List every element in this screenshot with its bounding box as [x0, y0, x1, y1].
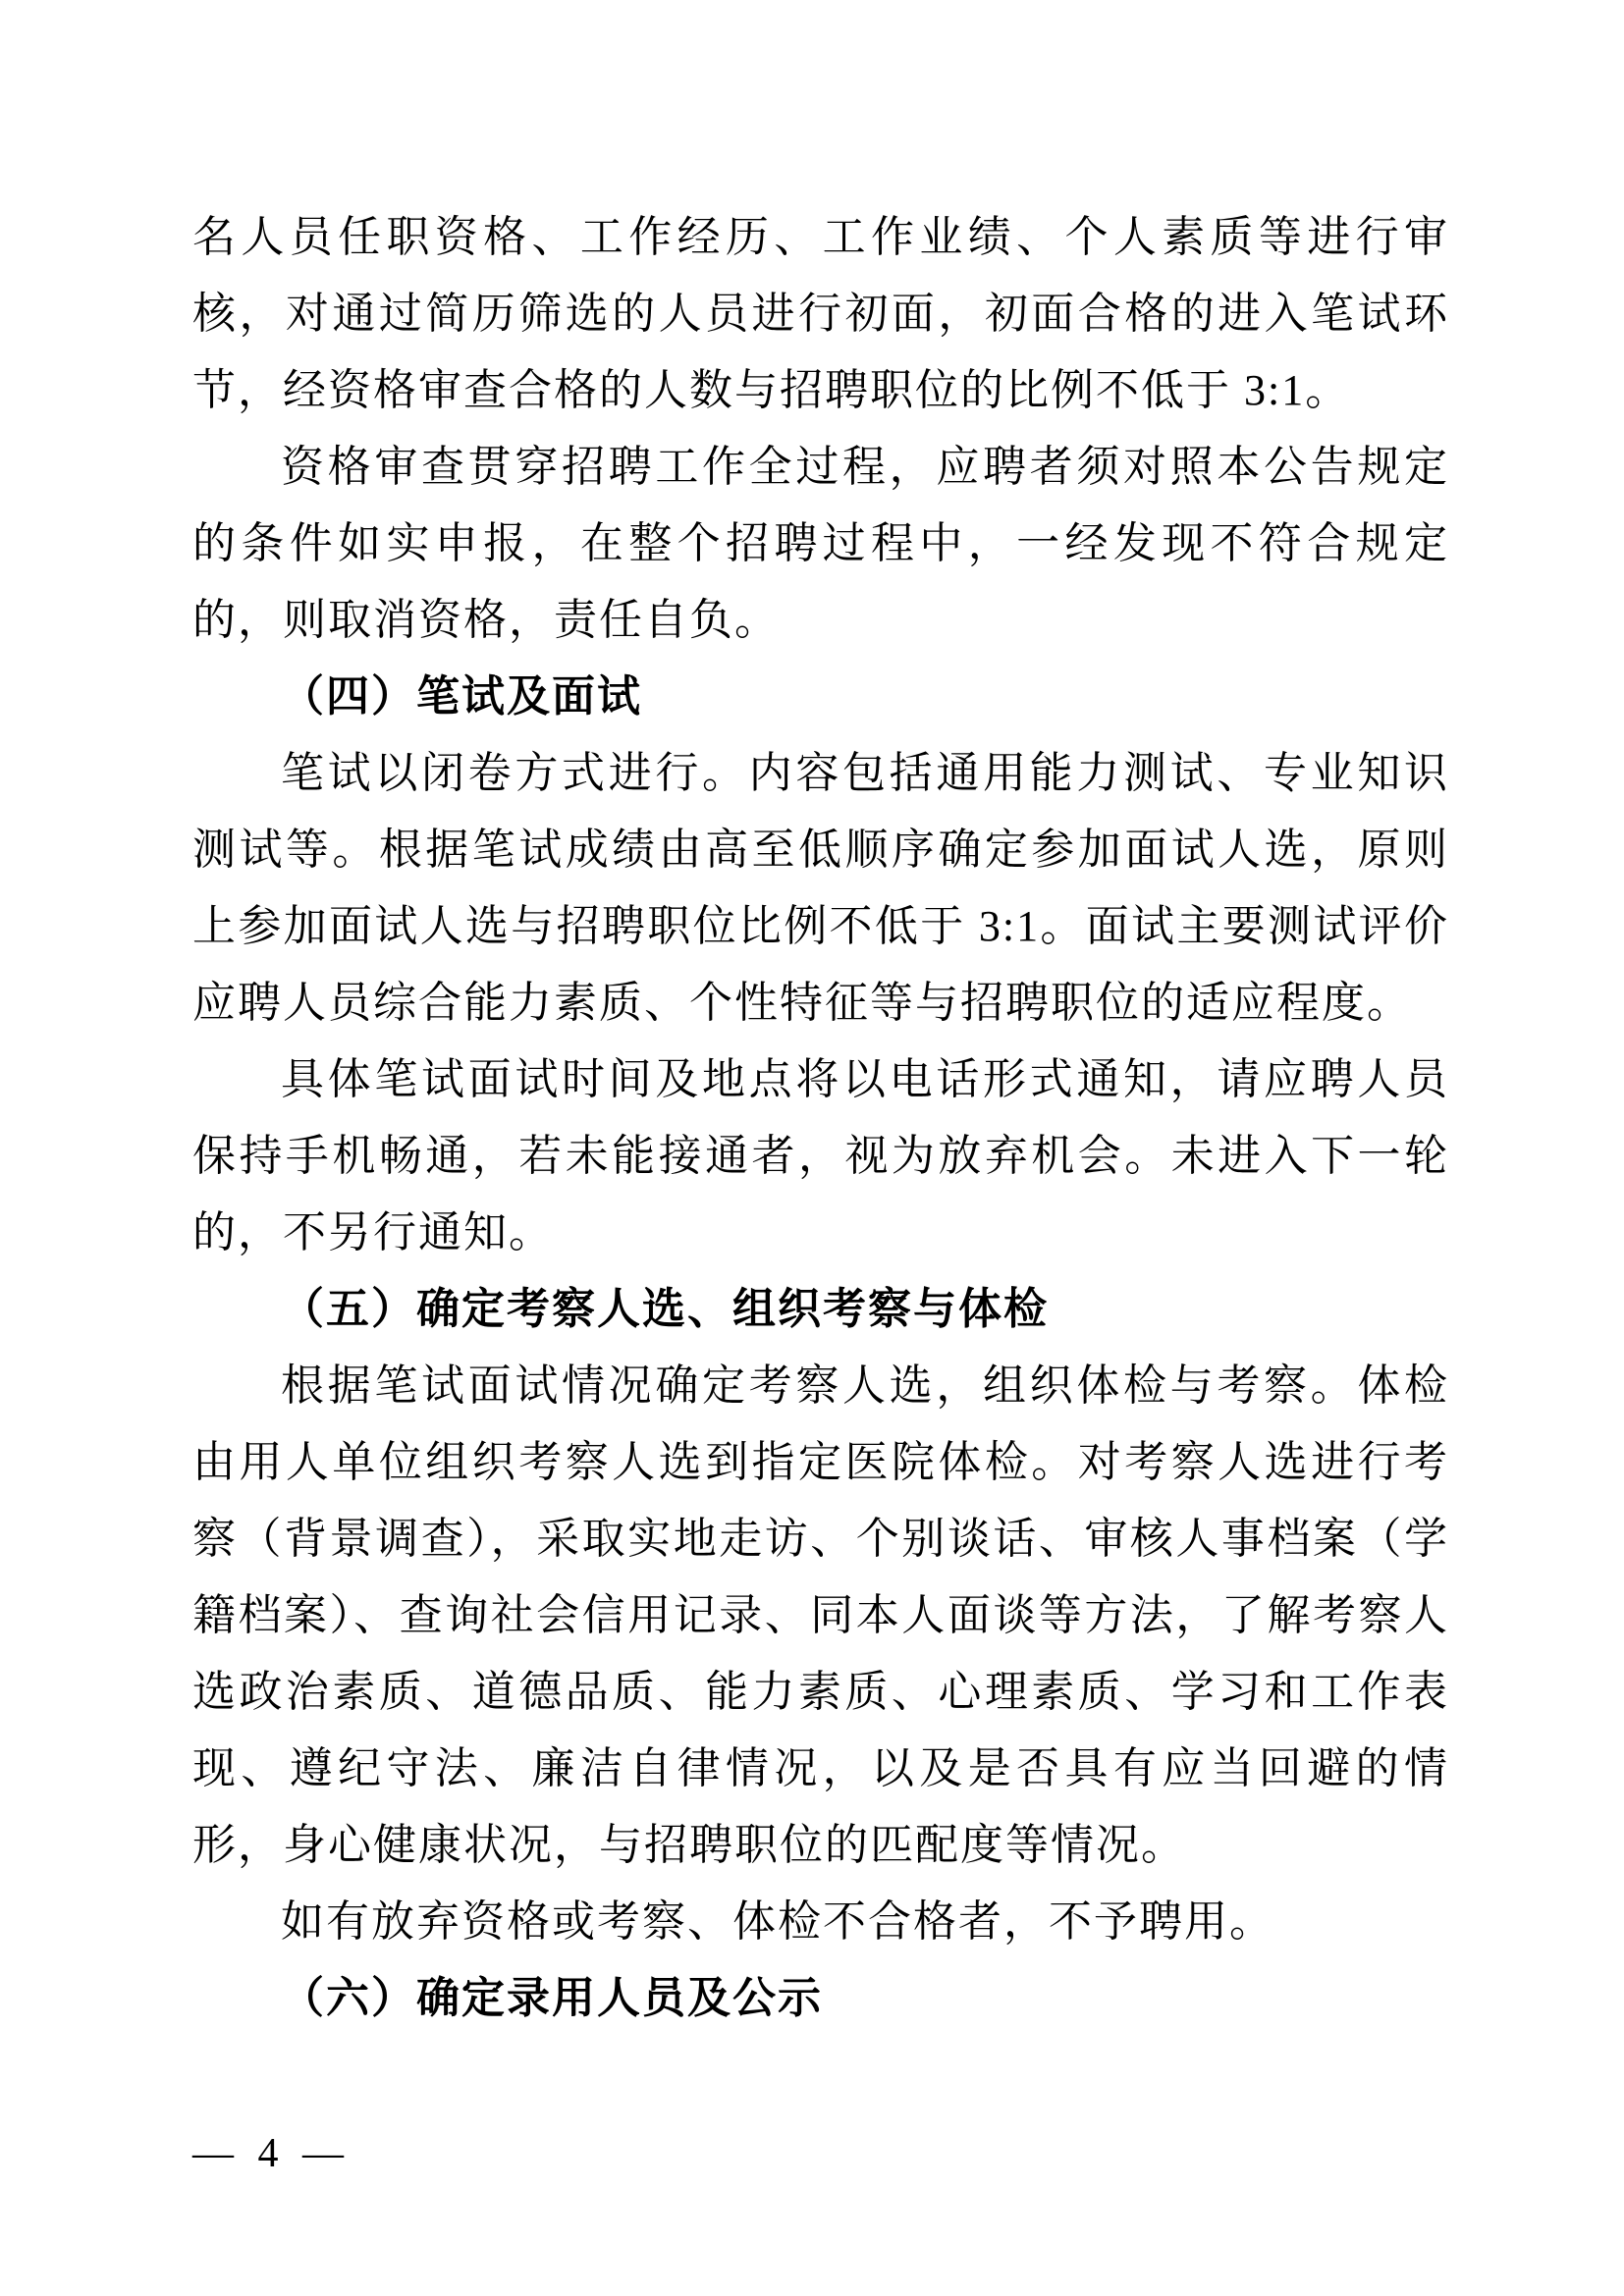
paragraph-disqualification-note: 如有放弃资格或考察、体检不合格者，不予聘用。: [281, 1897, 1274, 1946]
paragraph-inspection-details: 根据笔试面试情况确定考察人选，组织体检与考察。体检由用人单位组织考察人选到指定医院体检。对考察人选进行考察（背景调查），采取实地走访、个别谈话、审核人事档案（学籍档案）、查询社会信用记录、同本人面谈等方法，了解考察人选政治素质、道德品质、能力素质、心理素质、学习和工作表现、遵纪守法、廉洁自律情况，以及是否具有应当回避的情形，身心健康状况，与招聘职位的匹配度等情况。: [192, 1362, 1449, 1869]
paragraph-phone-notification: 具体笔试面试时间及地点将以电话形式通知，请应聘人员保持手机畅通，若未能接通者，视为放弃机会。未进入下一轮的，不另行通知。: [192, 1055, 1449, 1256]
document-body: [192, 199, 1449, 2037]
heading-section-4-written-and-interview: （四）笔试及面试: [281, 672, 642, 721]
heading-section-5-inspection-and-physical: （五）确定考察人选、组织考察与体检: [281, 1285, 1049, 1333]
paragraph-written-test-details: 笔试以闭卷方式进行。内容包括通用能力测试、专业知识测试等。根据笔试成绩由高至低顺序确定参加面试人选，原则上参加面试人选与招聘职位比例不低于 3:1。面试主要测试评价应聘人员综合能力素质、个性特征等与招聘职位的适应程度。: [192, 749, 1449, 1027]
page-number: — 4 —: [192, 2131, 346, 2176]
heading-section-6-hiring-and-publicity: （六）确定录用人员及公示: [281, 1974, 823, 2022]
page-footer: [192, 2128, 346, 2179]
paragraph-resume-review-continuation: 名人员任职资格、工作经历、工作业绩、个人素质等进行审核，对通过简历筛选的人员进行初面，初面合格的进入笔试环节，经资格审查合格的人数与招聘职位的比例不低于 3:1。: [192, 213, 1449, 414]
paragraph-qualification-review: 资格审查贯穿招聘工作全过程，应聘者须对照本公告规定的条件如实申报，在整个招聘过程中，一经发现不符合规定的，则取消资格，责任自负。: [192, 443, 1449, 644]
